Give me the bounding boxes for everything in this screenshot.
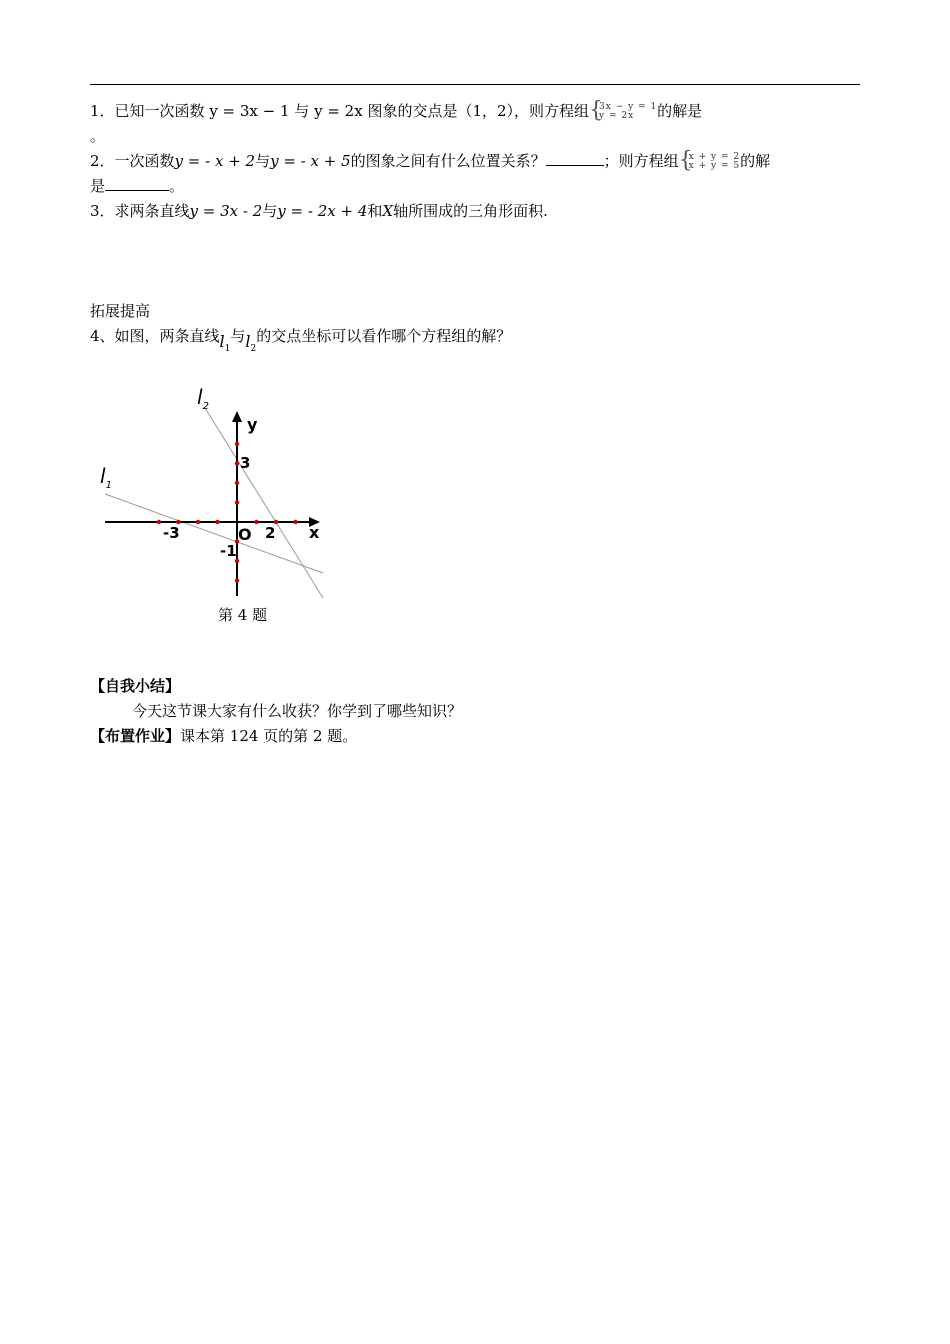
q4-suffix: 的交点坐标可以看作哪个方程组的解？ (256, 327, 512, 345)
fig-tick-neg1: -1 (220, 542, 237, 560)
summary-text: 今天这节课大家有什么收获？你学到了哪些知识？ (132, 702, 463, 720)
summary-heading (90, 676, 180, 696)
q3-suffix: 轴所围成的三角形面积. (393, 202, 548, 220)
q4-l1-letter: l (219, 332, 225, 351)
q3-prefix: 3．求两条直线 (90, 202, 190, 220)
q2-continuation-line (90, 176, 184, 196)
q4-l2 (245, 332, 257, 355)
q2-and: 与 (255, 152, 271, 170)
q2-system-row-2: x + y = 5 (688, 161, 741, 171)
y-tick-dot (235, 481, 239, 485)
q2-middle: ；则方程组 (603, 152, 679, 170)
y-tick-dot (235, 461, 239, 465)
fig-tick-3: 3 (240, 454, 251, 472)
fig-tick-neg3: -3 (163, 524, 180, 542)
x-tick-dot (157, 520, 161, 524)
q1-system-row-2: y = 2x (599, 111, 635, 121)
fig-l2-label: $l_2$ (197, 385, 209, 412)
q3-line-2: y = - 2x + 4 (277, 202, 368, 220)
x-tick-dot (215, 520, 219, 524)
q2-continuation: 是 (90, 177, 106, 195)
q4-l2-sub: 2 (250, 344, 257, 355)
q1-middle: 图象的交点是（1，2），则方程组 (362, 102, 590, 120)
homework-heading: 【布置作业】 (90, 727, 181, 745)
figure-caption: 第 4 题 (218, 606, 268, 624)
fig-x-label: x (309, 523, 320, 542)
fig-origin-label: O (238, 525, 252, 544)
q4-l1 (219, 332, 231, 355)
q2-end: 。 (169, 177, 185, 195)
q1-continuation: 。 (90, 127, 106, 145)
x-tick-dot (293, 520, 297, 524)
q2-question: 的图象之间有什么位置关系？ (350, 152, 546, 170)
q1-equation-system: { 3x − y = 1 y = 2x (589, 98, 658, 123)
y-axis-arrow (232, 411, 242, 422)
q4-l2-letter: l (245, 332, 251, 351)
q1-suffix: 的解是 (657, 102, 703, 120)
q3-line-1: y = 3x - 2 (189, 202, 263, 220)
summary-heading-text: 【自我小结】 (90, 677, 181, 695)
q4-l1-sub: 1 (224, 344, 231, 355)
question-1 (90, 98, 703, 123)
q2-prefix: 2．一次函数 (90, 152, 175, 170)
question-4 (90, 326, 511, 353)
line-l1 (105, 494, 323, 573)
q2-equation-system: { x + y = 2 x + y = 5 (678, 148, 741, 173)
q3-and-2: 和 (367, 202, 383, 220)
line-l2 (205, 408, 323, 598)
y-tick-dot (235, 578, 239, 582)
q2-answer-blank-1[interactable] (546, 151, 604, 166)
fig-l1-label: $l_1$ (100, 464, 112, 491)
q2-system-row-1: x + y = 2 (688, 152, 741, 162)
q1-prefix: 1．已知一次函数 (90, 102, 210, 120)
x-tick-dot (196, 520, 200, 524)
homework-line (90, 726, 357, 746)
fig-y-label: y (247, 415, 258, 434)
y-tick-dot (235, 442, 239, 446)
figure-4-graph (95, 380, 335, 610)
q2-function-2: y = - x + 5 (270, 152, 351, 170)
y-tick-dot (235, 500, 239, 504)
question-3 (90, 201, 548, 221)
q3-axis: X (382, 202, 394, 220)
q4-and: 与 (230, 327, 246, 345)
q1-expression: y = 3x − 1 与 y = 2x (209, 102, 363, 120)
homework-text: 课本第 124 页的第 2 题。 (180, 727, 358, 745)
q2-suffix: 的解 (740, 152, 771, 170)
top-rule (90, 84, 860, 85)
fig-tick-2: 2 (265, 524, 276, 542)
q2-answer-blank-2[interactable] (105, 176, 169, 191)
q1-system-row-1: 3x − y = 1 (599, 102, 658, 112)
x-tick-dot (254, 520, 258, 524)
q3-and: 与 (262, 202, 278, 220)
question-2 (90, 148, 771, 173)
q2-function-1: y = - x + 2 (174, 152, 256, 170)
section-title-extension: 拓展提高 (90, 302, 151, 320)
q4-prefix: 4、如图，两条直线 (90, 327, 220, 345)
axis-tick-dots (157, 442, 298, 583)
